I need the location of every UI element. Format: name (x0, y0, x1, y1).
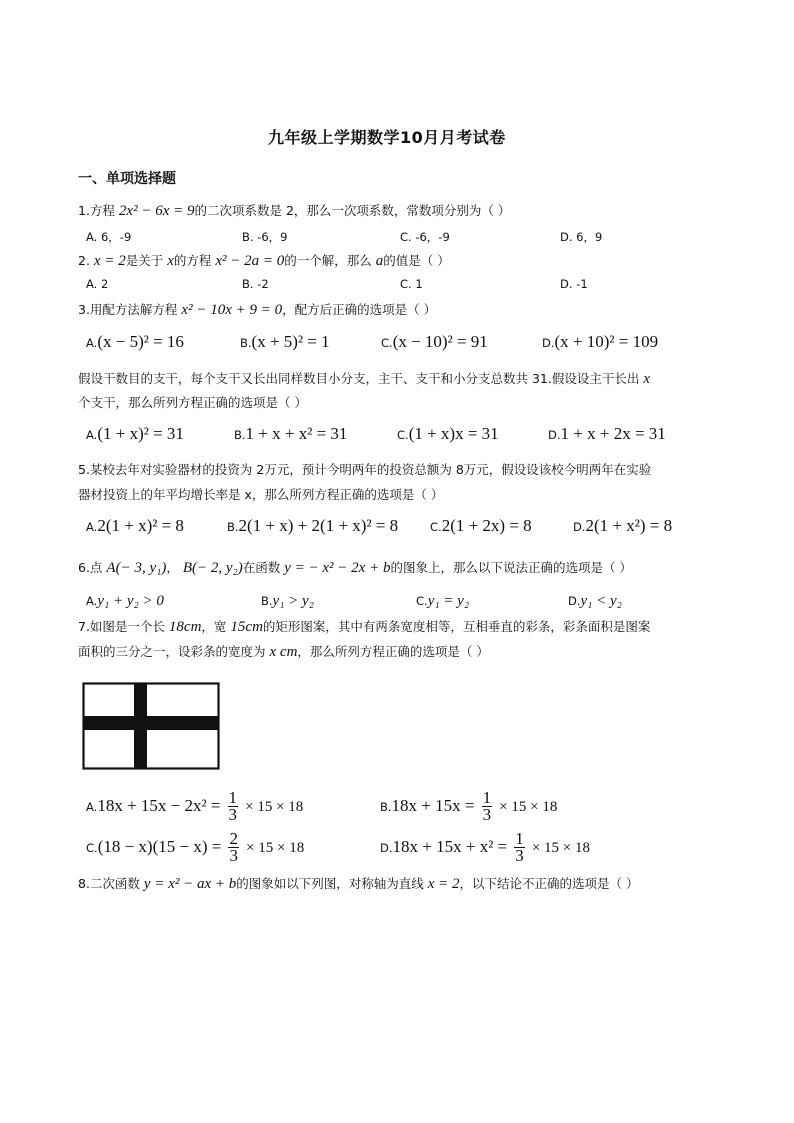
section-heading: 一、单项选择题 (78, 171, 176, 187)
q7-frac-d (514, 831, 525, 864)
q6-prefix: 6.点 (78, 560, 103, 575)
q5-label-d: D. (573, 520, 586, 534)
question-2 (78, 251, 450, 270)
q7-l1c: 的矩形图案，其中有两条宽度相等，互相垂直的彩条，彩条面积是图案 (262, 619, 651, 634)
q8-axis: x = 2 (427, 876, 460, 892)
page-title: 九年级上学期数学10月月考试卷 (268, 128, 506, 147)
q2-eq2: x² − 2a = 0 (215, 253, 285, 269)
q6-equation: y = − x² − 2x + b (284, 560, 391, 576)
q7-frac-c (228, 831, 239, 864)
blank-space (80, 900, 710, 1100)
q7-tail-a: × 15 × 18 (245, 799, 304, 815)
q5-value-b: 2(1 + x) + 2(1 + x)² = 8 (238, 516, 399, 535)
question-4-line1 (78, 369, 650, 388)
q4-label-c: C. (397, 428, 409, 442)
figure-horizontal-stripe (84, 716, 219, 730)
q2-option-d: D. -1 (560, 277, 588, 291)
q7-width: 15cm (230, 619, 263, 635)
rectangle-cross-figure (82, 682, 220, 770)
q3-value-a: (x − 5)² = 16 (97, 332, 184, 351)
q5-label-c: C. (430, 520, 442, 534)
q5-value-c: 2(1 + 2x) = 8 (441, 516, 532, 535)
q5-value-d: 2(1 + x²) = 8 (585, 516, 673, 535)
q7-stripe-width: x cm (269, 644, 298, 660)
q2-t2: 的方程 (173, 253, 212, 268)
q4-value-b: 1 + x + x² = 31 (245, 424, 348, 443)
q1-text: 的二次项系数是 2，那么一次项系数，常数项分别为（ ） (194, 203, 511, 218)
q3-value-c: (x − 10)² = 91 (392, 332, 488, 351)
q7-l1a: 7.如图是一个长 (78, 619, 165, 634)
q7-frac-d-num: 1 (515, 829, 524, 848)
q7-tail-c: × 15 × 18 (246, 840, 305, 856)
q3-option-c (381, 332, 488, 352)
q4-option-a (86, 424, 184, 444)
q7-frac-c-den: 3 (229, 846, 238, 865)
question-5-line1: 5.某校去年对实验器材的投资为 2万元，预计今明两年的投资总额为 8万元，假设设该校今明两年在实验 (78, 462, 652, 477)
q6-option-c (416, 590, 469, 610)
q7-expr-c: (18 − x)(15 − x) = (97, 837, 222, 856)
q7-frac-b (482, 790, 493, 823)
q6-option-b (261, 590, 314, 610)
q6-value-d: y₁ < y₂ (580, 593, 622, 609)
q7-option-c (86, 831, 304, 864)
q8-t1: 的图象如以下列图，对称轴为直线 (236, 876, 424, 891)
q6-value-c: y₁ = y₂ (427, 593, 470, 609)
question-1 (78, 201, 510, 220)
figure-vertical-stripe (134, 684, 147, 769)
q2-option-b: B. -2 (242, 277, 269, 291)
q3-label-c: C. (381, 336, 393, 350)
q3-option-a (86, 332, 184, 352)
q7-frac-a-den: 3 (228, 805, 238, 824)
q7-l2a: 面积的三分之一，设彩条的宽度为 (78, 644, 266, 659)
q4-label-b: B. (234, 428, 246, 442)
q3-prefix: 3.用配方法解方程 (78, 302, 178, 317)
q1-option-a: A. 6，-9 (86, 230, 132, 244)
q6-value-b: y₁ > y₂ (272, 593, 314, 609)
q6-point-b: B(− 2, y₂) (182, 560, 243, 576)
q5-option-d (573, 516, 672, 536)
q7-l2b: ，那么所列方程正确的选项是（ ） (297, 644, 489, 659)
q6-option-d (568, 590, 622, 610)
q6-label-b: B. (261, 594, 273, 608)
q7-label-a: A. (86, 800, 98, 814)
q6-t1: 在函数 (242, 560, 281, 575)
q4-label-d: D. (548, 428, 561, 442)
q8-t2: ，以下结论不正确的选项是（ ） (459, 876, 639, 891)
question-7-line2 (78, 642, 489, 661)
question-5-line2: 器材投资上的年平均增长率是 x，那么所列方程正确的选项是（ ） (78, 487, 444, 502)
q6-t2: 的图象上，那么以下说法正确的选项是（ ） (390, 560, 632, 575)
q2-var2: a (375, 253, 384, 269)
q4-value-c: (1 + x)x = 31 (408, 424, 499, 443)
question-6 (78, 558, 632, 577)
q7-frac-b-num: 1 (482, 788, 492, 807)
q7-frac-a-num: 1 (228, 788, 238, 807)
q4-line1: 假设干数目的支干，每个支干又长出同样数目小分支，主干、支干和小分支总数共 31.假设设主干长出 (78, 371, 640, 386)
q6-point-a: A(− 3, y₁) (106, 560, 167, 576)
question-8 (78, 874, 639, 893)
q1-equation: 2x² − 6x = 9 (118, 203, 195, 219)
q3-value-d: (x + 10)² = 109 (554, 332, 659, 351)
q3-value-b: (x + 5)² = 1 (251, 332, 330, 351)
q6-sep: ， (166, 560, 179, 575)
q3-text: ，配方后正确的选项是（ ） (282, 302, 437, 317)
q1-prefix: 1.方程 (78, 203, 115, 218)
q5-option-a (86, 516, 184, 536)
q5-option-b (227, 516, 398, 536)
q2-var: x (167, 253, 174, 269)
q7-tail-b: × 15 × 18 (499, 799, 558, 815)
q7-frac-d-den: 3 (515, 846, 524, 865)
q7-expr-b: 18x + 15x = (391, 796, 475, 815)
q2-eq1: x = 2 (93, 253, 126, 269)
q7-l1b: ，宽 (201, 619, 227, 634)
q3-label-d: D. (542, 336, 555, 350)
q3-label-a: A. (86, 336, 98, 350)
q7-label-d: D. (380, 841, 393, 855)
q5-label-b: B. (227, 520, 239, 534)
q2-prefix: 2. (78, 253, 90, 268)
q4-label-a: A. (86, 428, 98, 442)
q4-value-a: (1 + x)² = 31 (97, 424, 184, 443)
q8-equation: y = x² − ax + b (143, 876, 237, 892)
q5-value-a: 2(1 + x)² = 8 (97, 516, 184, 535)
q7-frac-a (228, 790, 239, 823)
q2-t4: 的值是（ ） (383, 253, 450, 268)
q7-option-d (380, 831, 590, 864)
q5-option-c (430, 516, 532, 536)
q6-label-a: A. (86, 594, 98, 608)
question-7-line1 (78, 617, 650, 636)
q4-option-d (548, 424, 666, 444)
q8-prefix: 8.二次函数 (78, 876, 140, 891)
q6-value-a: y₁ + y₂ > 0 (97, 593, 164, 609)
q7-length: 18cm (168, 619, 202, 635)
q3-option-b (240, 332, 330, 352)
q4-option-c (397, 424, 499, 444)
q4-option-b (234, 424, 347, 444)
q6-label-c: C. (416, 594, 428, 608)
q2-t1: 是关于 (125, 253, 164, 268)
q7-frac-b-den: 3 (482, 805, 492, 824)
q1-option-c: C. -6，-9 (400, 230, 450, 244)
q7-label-c: C. (86, 841, 98, 855)
q5-label-a: A. (86, 520, 98, 534)
q3-equation: x² − 10x + 9 = 0 (181, 302, 283, 318)
q6-label-d: D. (568, 594, 581, 608)
q2-option-c: C. 1 (400, 277, 423, 291)
q7-label-b: B. (380, 800, 392, 814)
q7-expr-a: 18x + 15x − 2x² = (97, 796, 221, 815)
q7-option-b (380, 790, 557, 823)
q7-option-a (86, 790, 303, 823)
q7-expr-d: 18x + 15x + x² = (392, 837, 508, 856)
q1-option-b: B. -6，9 (242, 230, 288, 244)
q4-var: x (643, 371, 651, 387)
question-3 (78, 300, 436, 319)
q6-option-a (86, 590, 164, 610)
q3-label-b: B. (240, 336, 252, 350)
q4-value-d: 1 + x + 2x = 31 (560, 424, 666, 443)
q7-frac-c-num: 2 (229, 829, 238, 848)
q3-option-d (542, 332, 658, 352)
q2-option-a: A. 2 (86, 277, 109, 291)
q7-tail-d: × 15 × 18 (531, 840, 590, 856)
question-4-line2: 个支干，那么所列方程正确的选项是（ ） (78, 395, 307, 410)
q1-option-d: D. 6，9 (560, 230, 603, 244)
q2-t3: 的一个解，那么 (284, 253, 372, 268)
